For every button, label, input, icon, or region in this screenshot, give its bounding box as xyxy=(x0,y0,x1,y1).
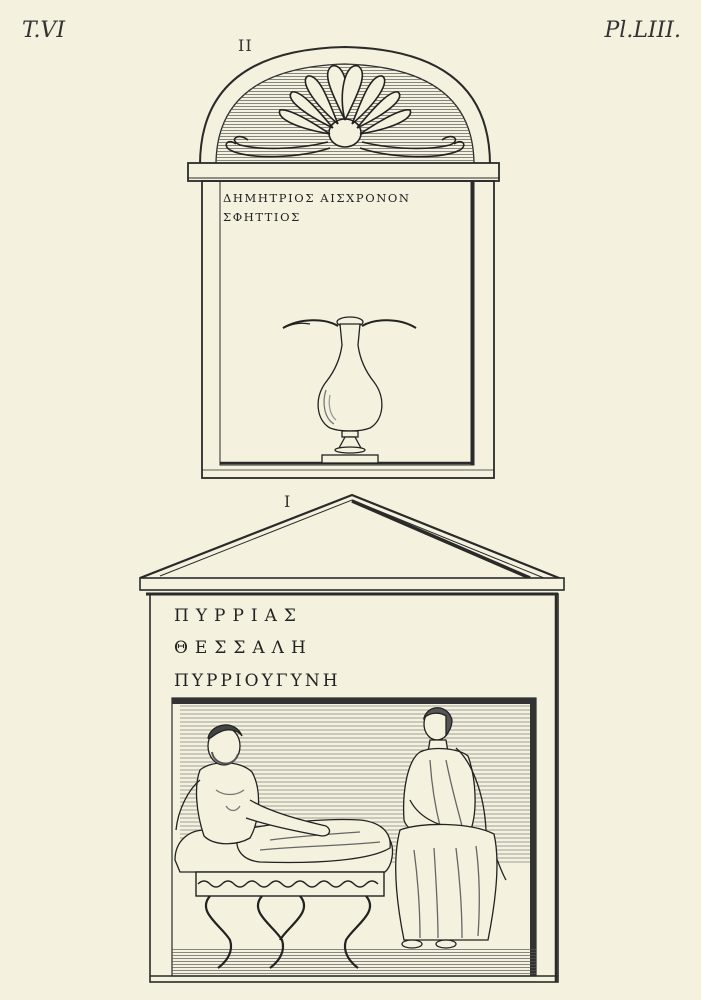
inscription-line: ΣΦΗΤΤΙΟΣ xyxy=(223,210,301,224)
inscription-line: ΠΥΡΡΙΑΣ xyxy=(174,606,303,626)
figure-1-number: I xyxy=(284,492,292,511)
tome-label: T.VI xyxy=(22,18,66,43)
inscription-line: ΔΗΜΗΤΡΙΟΣ ΑΙΣΧΡΟΝΟΝ xyxy=(223,191,411,205)
plate-number: Pl.LIII. xyxy=(604,18,681,43)
inscription-line: ΘΕΣΣΑΛΗ xyxy=(174,638,313,658)
figure-2-number: II xyxy=(238,36,253,55)
inscription-line: ΠΥΡΡΙΟΥΓΥΝΗ xyxy=(174,671,341,691)
vase-relief xyxy=(283,317,416,463)
stele-figure-1 xyxy=(140,495,564,982)
